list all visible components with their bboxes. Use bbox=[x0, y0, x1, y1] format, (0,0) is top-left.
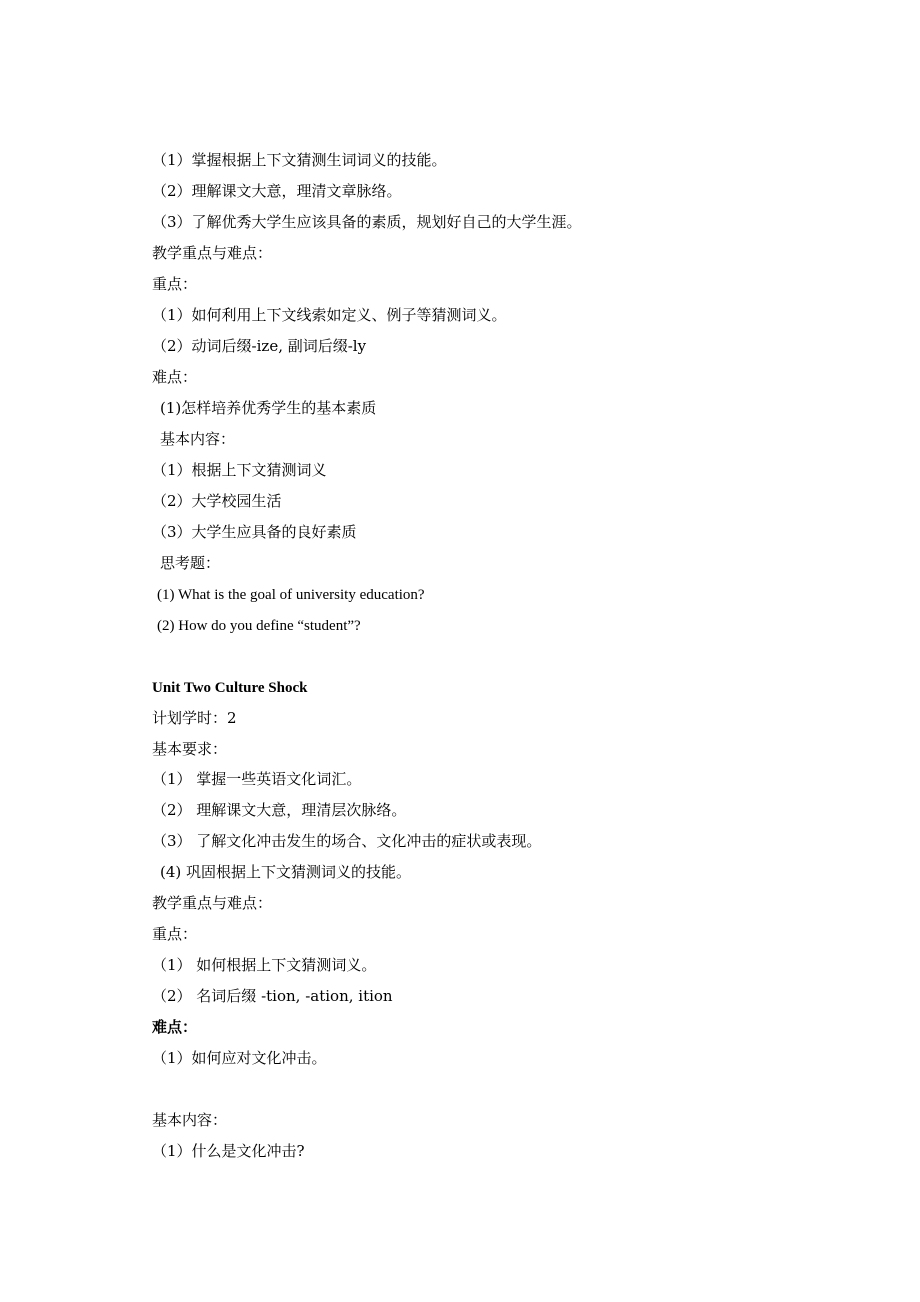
objective-2: （2）理解课文大意，理清文章脉络。 bbox=[152, 182, 402, 200]
difficult-point-2-1: （1）如何应对文化冲击。 bbox=[152, 1049, 327, 1067]
difficult-point-1: (1)怎样培养优秀学生的基本素质 bbox=[160, 399, 377, 417]
content-item-1: （1）根据上下文猜测词义 bbox=[152, 461, 327, 479]
key-point-2: （2）动词后缀-ize, 副词后缀-ly bbox=[152, 337, 367, 355]
requirement-3: （3） 了解文化冲击发生的场合、文化冲击的症状或表现。 bbox=[152, 832, 542, 850]
content-item-3: （3）大学生应具备的良好素质 bbox=[152, 523, 357, 541]
planned-hours: 计划学时：2 bbox=[152, 709, 237, 727]
requirements-heading: 基本要求： bbox=[152, 740, 228, 758]
content-heading-2: 基本内容： bbox=[152, 1111, 228, 1129]
key-difficult-heading: 教学重点与难点： bbox=[152, 244, 273, 262]
requirement-1: （1） 掌握一些英语文化词汇。 bbox=[152, 770, 362, 788]
unit-title: Unit Two Culture Shock bbox=[152, 680, 308, 696]
difficult-points-heading-2: 难点： bbox=[152, 1018, 198, 1036]
key-difficult-heading-2: 教学重点与难点： bbox=[152, 894, 273, 912]
question-2: (2) How do you define “student”? bbox=[157, 618, 361, 634]
key-point-2-2: （2） 名词后缀 -tion, -ation, ition bbox=[152, 987, 393, 1005]
key-point-2-1: （1） 如何根据上下文猜测词义。 bbox=[152, 956, 377, 974]
question-1: (1) What is the goal of university education? bbox=[157, 587, 425, 603]
questions-heading: 思考题： bbox=[160, 554, 221, 572]
objective-3: （3）了解优秀大学生应该具备的素质，规划好自己的大学生涯。 bbox=[152, 213, 582, 231]
objective-1: （1）掌握根据上下文猜测生词词义的技能。 bbox=[152, 151, 447, 169]
key-point-1: （1）如何利用上下文线索如定义、例子等猜测词义。 bbox=[152, 306, 507, 324]
key-points-heading-2: 重点： bbox=[152, 925, 198, 943]
requirement-4: (4) 巩固根据上下文猜测词义的技能。 bbox=[160, 863, 412, 881]
key-points-heading: 重点： bbox=[152, 275, 198, 293]
content-heading: 基本内容： bbox=[160, 430, 236, 448]
content-item-2: （2）大学校园生活 bbox=[152, 492, 282, 510]
difficult-points-heading: 难点： bbox=[152, 368, 198, 386]
content-item-2-1: （1）什么是文化冲击? bbox=[152, 1142, 305, 1160]
requirement-2: （2） 理解课文大意，理清层次脉络。 bbox=[152, 801, 407, 819]
